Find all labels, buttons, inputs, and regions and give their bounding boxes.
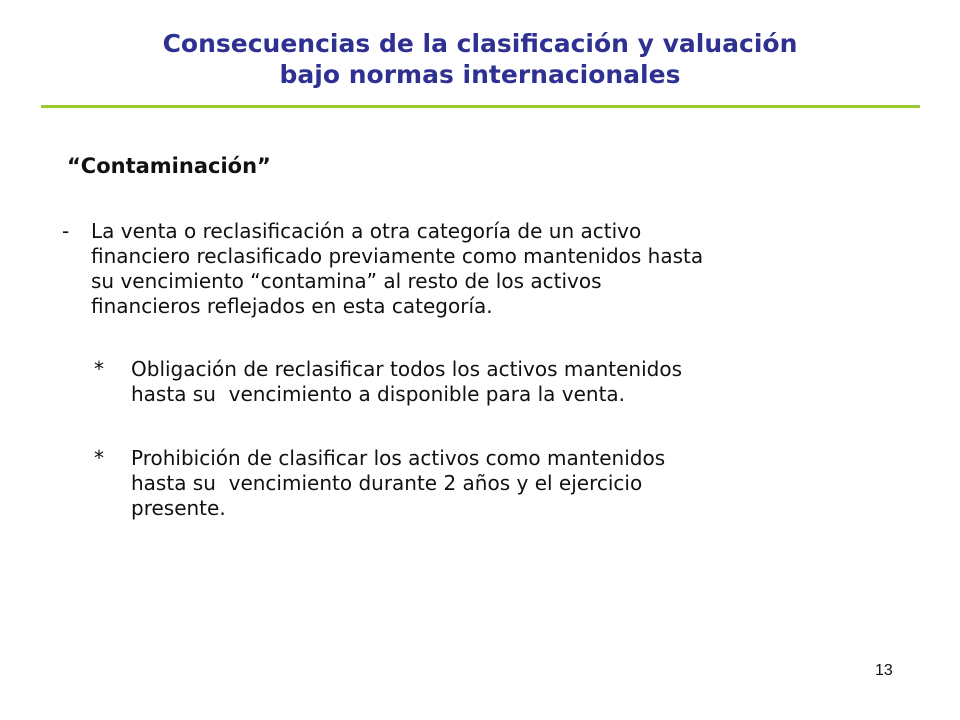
title-divider: [41, 105, 920, 108]
sub-item-text: [131, 446, 914, 521]
bullet-line: financiero reclasificado previamente como mantenidos hasta: [91, 244, 704, 268]
slide-title: [40, 28, 920, 90]
asterisk-marker: *: [94, 357, 104, 381]
sub-item-obligacion: [94, 357, 914, 407]
bullet-item-venta: [62, 219, 922, 319]
asterisk-marker: *: [94, 446, 104, 470]
section-heading: “Contaminación”: [67, 154, 271, 178]
sub-item-line: Obligación de reclasificar todos los activos mantenidos: [131, 357, 682, 381]
sub-item-line: hasta su vencimiento durante 2 años y el ejercicio: [131, 471, 643, 495]
bullet-text: [91, 219, 922, 319]
sub-item-line: presente.: [131, 496, 226, 520]
sub-item-line: Prohibición de clasificar los activos como mantenidos: [131, 446, 666, 470]
bullet-line: su vencimiento “contamina” al resto de los activos: [91, 269, 602, 293]
bullet-line: La venta o reclasificación a otra categoría de un activo: [91, 219, 642, 243]
dash-marker: -: [62, 219, 70, 243]
sub-item-text: [131, 357, 914, 407]
bullet-line: financieros reflejados en esta categoría.: [91, 294, 493, 318]
sub-item-prohibicion: [94, 446, 914, 521]
page-number: 13: [875, 662, 893, 679]
sub-item-line: hasta su vencimiento a disponible para la venta.: [131, 382, 626, 406]
title-line-2: bajo normas internacionales: [279, 60, 681, 89]
title-line-1: Consecuencias de la clasificación y valuación: [162, 29, 798, 58]
